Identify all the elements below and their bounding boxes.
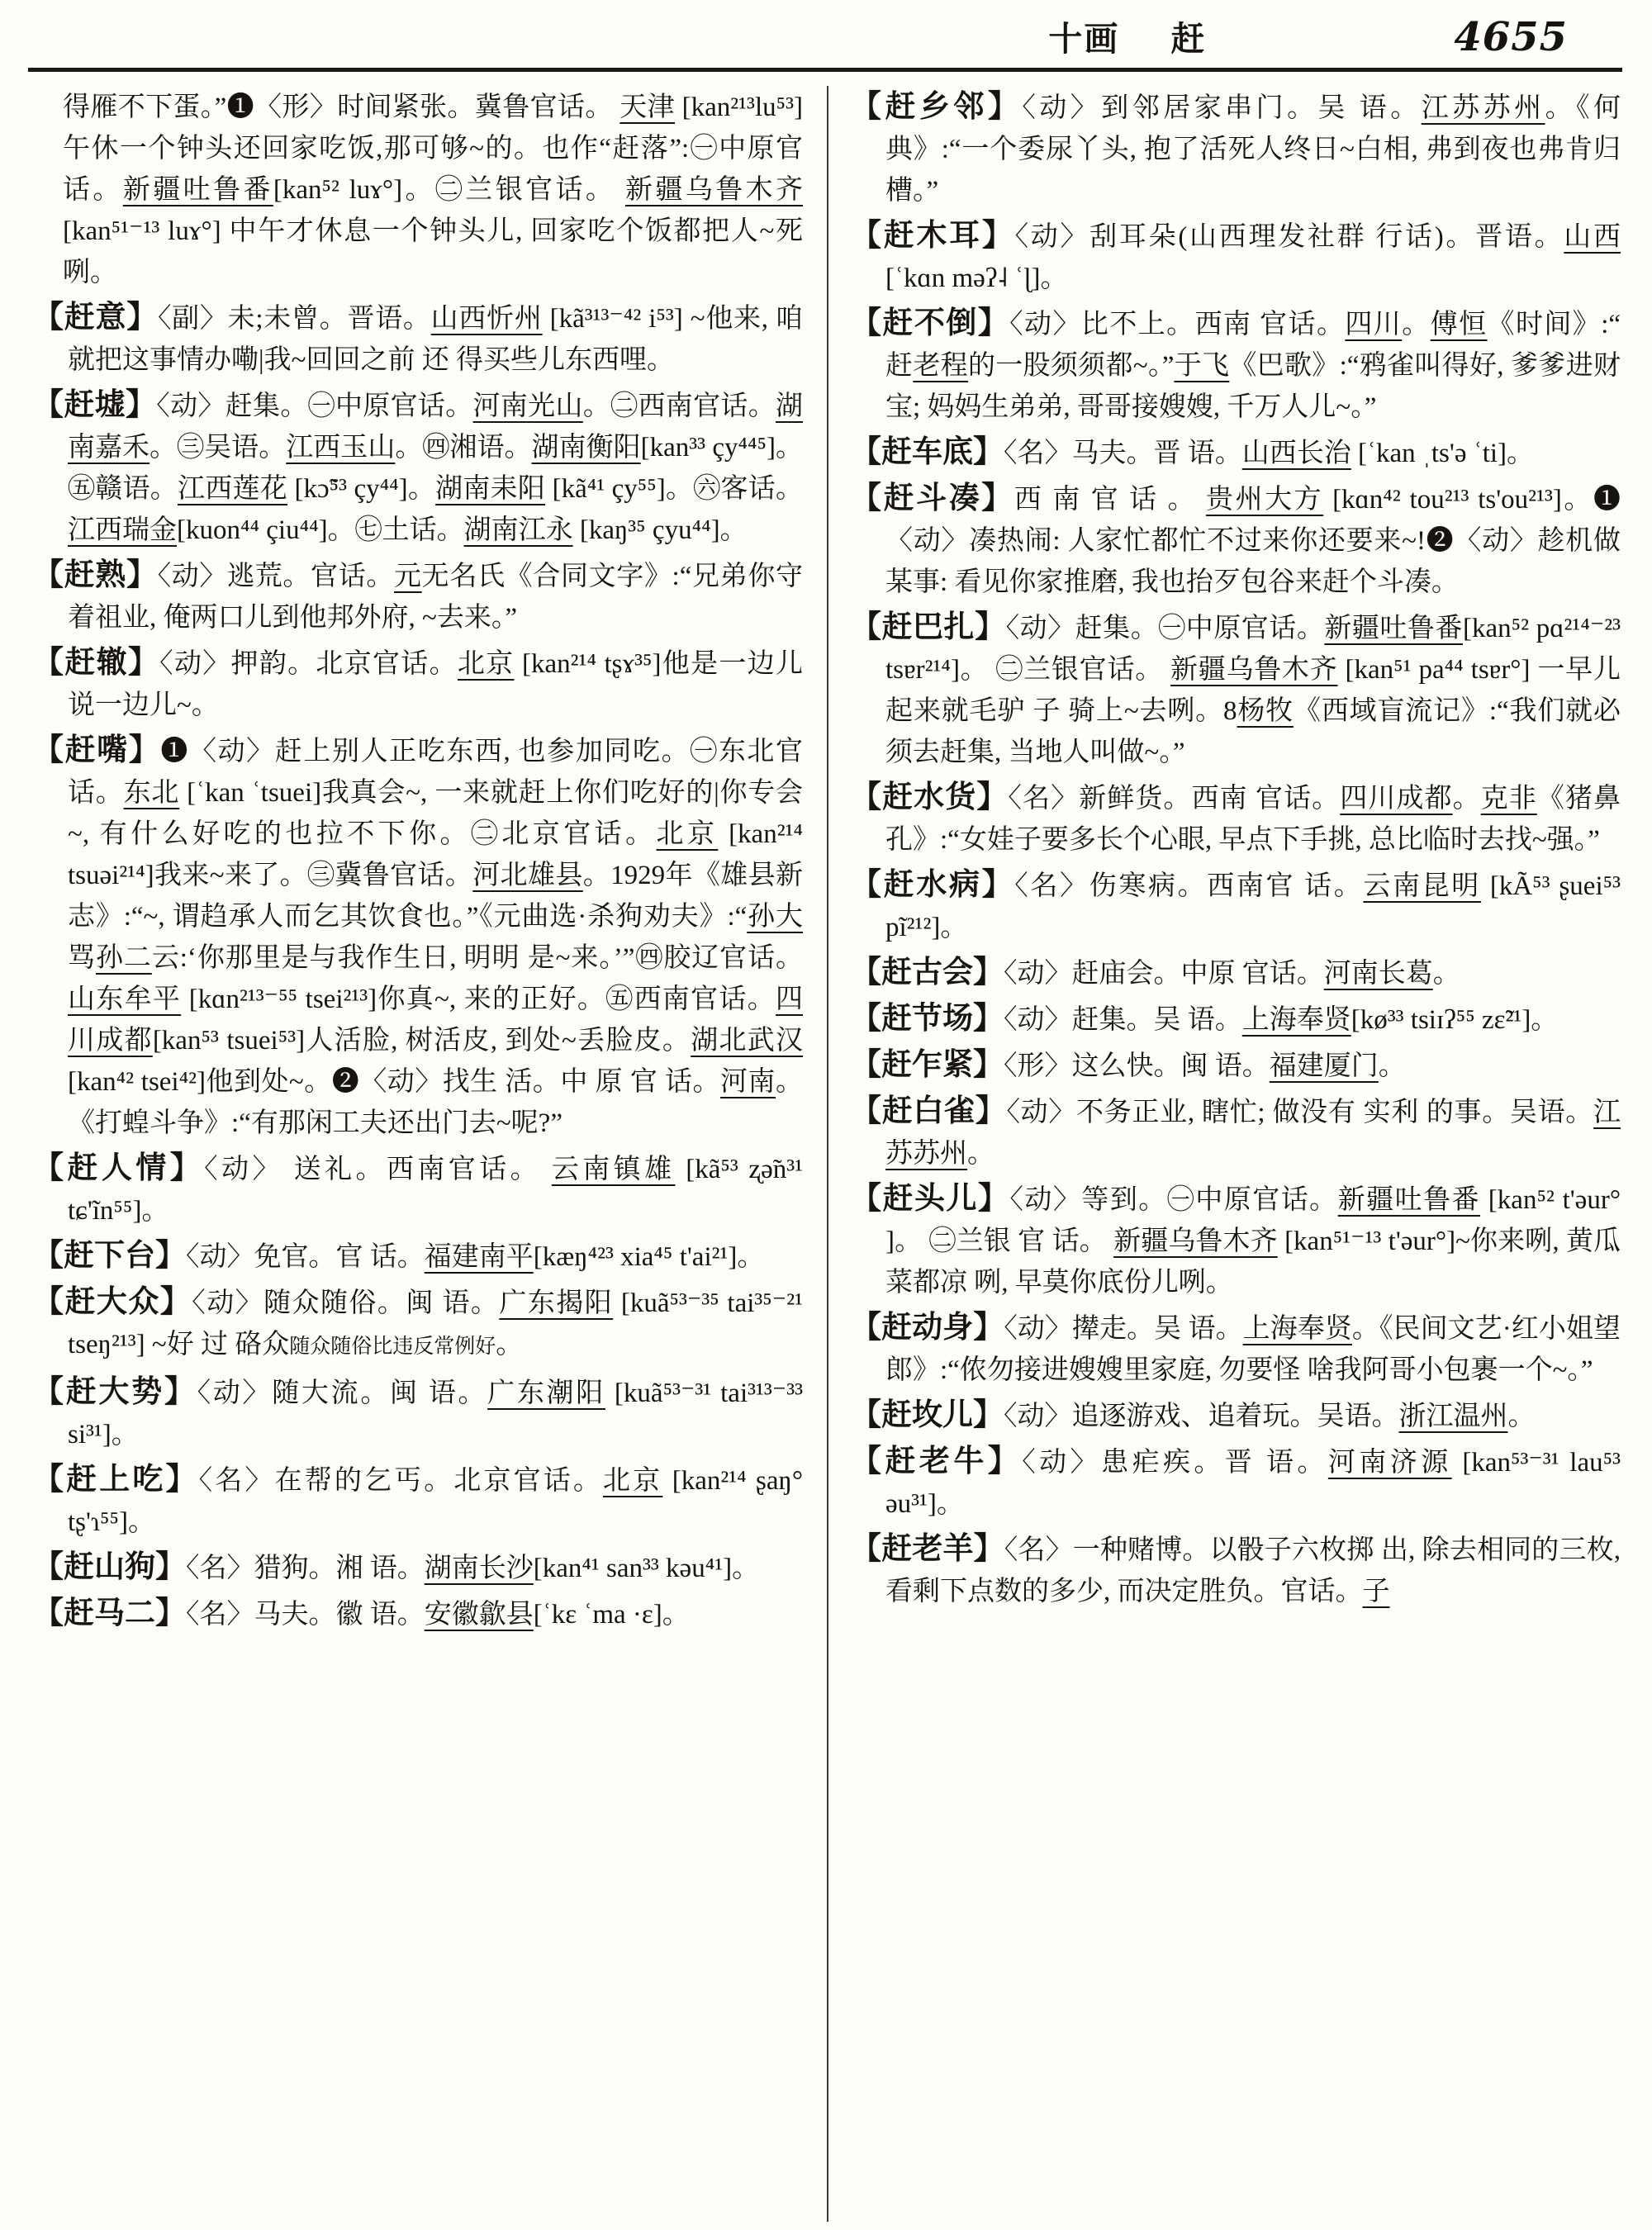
dictionary-entry — [851, 952, 1621, 994]
text-run: 的一股须须都~。” — [967, 351, 1175, 381]
proper-name-underlined: 新疆乌鲁木齐 — [1113, 1226, 1278, 1256]
dictionary-entry — [851, 1179, 1621, 1303]
text-run: 〈动〉随大流。闽 语。 — [197, 1378, 488, 1408]
text-run: [ʿkan ˌts'ə ʿti]。 — [1351, 439, 1535, 468]
proper-name-underlined: 杨牧 — [1237, 696, 1294, 726]
text-run: [kuã⁵³⁻³¹ tai³¹³⁻³³ si³¹]。 — [68, 1378, 803, 1450]
text-run: 〈动〉赶集。吴 语。 — [1004, 1005, 1242, 1035]
text-run: 〈动〉到邻居家串门。吴 语。 — [1022, 93, 1422, 123]
text-run: 〈动〉等到。㊀中原官话。 — [1009, 1185, 1338, 1215]
text-run: [kÃ⁵³ ʂuei⁵³ pĩ²¹²]。 — [885, 871, 1621, 942]
text-run: 。 — [496, 1330, 524, 1359]
proper-name-underlined: 福建南平 — [424, 1242, 534, 1272]
gloss-small-text: 随众随俗比违反常例好 — [289, 1336, 496, 1358]
dictionary-entry — [851, 1045, 1621, 1087]
text-run: 〈动〉随众随俗。闽 语。 — [192, 1288, 500, 1318]
proper-name-underlined: 克非 — [1480, 784, 1537, 814]
entry-headword: 【赶上吃】 — [33, 1463, 199, 1497]
page-number: 4655 — [1454, 14, 1568, 60]
proper-name-underlined: 安徽歙县 — [424, 1600, 534, 1630]
entry-headword: 【赶木耳】 — [851, 219, 1015, 253]
text-run: 〈名〉马夫。徽 语。 — [186, 1600, 425, 1630]
text-run: [kã³¹³⁻⁴² i⁵³] ~他来, 咱就把这事情办嘞|我~回回之前 还 得买些儿东西哩。 — [68, 304, 803, 375]
dictionary-entry — [33, 385, 803, 551]
text-run: [kan⁴² tsei⁴²]他到处~。❷〈动〉找生 活。中 原 官 话。 — [68, 1067, 721, 1097]
text-run: 。 — [1378, 1051, 1406, 1081]
proper-name-underlined: 天津 — [620, 93, 676, 122]
text-run: [kɑn⁴² tou²¹³ ts'ou²¹³]。❶〈动〉凑热闹: 人家忙都忙不过来你还要来~!❷〈动〉趁机做某事: 看见你家推磨, 我也抬歹包谷来赶个斗凑。 — [885, 485, 1621, 597]
text-run: 《巴歌》:“鸦雀叫得好, 爹爹进财宝; 妈妈生弟弟, 哥哥接嫂嫂, 千万人儿~。” — [885, 351, 1621, 422]
proper-name-underlined: 浙江温州 — [1398, 1402, 1508, 1431]
text-run: [kæŋ⁴²³ xia⁴⁵ t'ai²¹]。 — [533, 1242, 765, 1272]
text-run: [kaŋ³⁵ çyu⁴⁴]。 — [572, 515, 748, 545]
text-run: 。㊃湘语。 — [395, 433, 532, 463]
proper-name-underlined: 江西玉山 — [286, 433, 396, 463]
entry-headword: 【赶巴扎】 — [851, 610, 1006, 644]
text-run: 〈名〉马夫。晋 语。 — [1004, 439, 1242, 468]
text-run: 〈名〉一种赌博。以骰子六枚掷 出, 除去相同的三枚, 看剩下点数的多少, 而决定胜负。官话。 — [885, 1535, 1621, 1606]
text-run: [kan⁵³ tsuei⁵³]人活脸, 树活皮, 到处~丢脸皮。 — [152, 1026, 691, 1056]
dictionary-entry — [33, 555, 803, 638]
entry-headword: 【赶车底】 — [851, 435, 1004, 469]
text-run: 〈名〉伤寒病。西南官 话。 — [1014, 871, 1364, 901]
dictionary-entry — [33, 1593, 803, 1635]
proper-name-underlined: 山西长治 — [1241, 439, 1351, 468]
text-run: [kan⁵³⁻³¹ lau⁵³ əu³¹]。 — [885, 1448, 1621, 1519]
text-run: 〈动〉逃荒。官话。 — [157, 562, 395, 591]
dictionary-entry — [851, 1395, 1621, 1437]
proper-name-underlined: 傅恒 — [1430, 310, 1488, 339]
proper-name-underlined: 江苏苏州 — [1421, 93, 1545, 123]
proper-name-underlined: 山西 — [1564, 222, 1621, 252]
dictionary-entry — [851, 1091, 1621, 1174]
proper-name-underlined: 四川成都 — [68, 985, 803, 1056]
entry-headword: 【赶人情】 — [33, 1151, 205, 1185]
dictionary-entry — [851, 865, 1621, 948]
text-run: 〈动〉患疟疾。晋 语。 — [1022, 1448, 1328, 1478]
dictionary-entry — [33, 1148, 803, 1231]
proper-name-underlined: 湖南长沙 — [424, 1554, 534, 1583]
proper-name-underlined: 元 — [394, 562, 422, 591]
proper-name-underlined: 北京 — [457, 649, 515, 679]
entry-headword: 【赶白雀】 — [851, 1094, 1007, 1128]
proper-name-underlined: 广东揭阳 — [499, 1288, 614, 1318]
proper-name-underlined: 子 — [1362, 1577, 1390, 1606]
text-run: 《猪鼻孔》:“女娃子要多长个心眼, 早点下手挑, 总比临时去找~强。” — [885, 784, 1621, 855]
text-run: 〈动〉不务正业, 瞎忙; 做没有 实利 的事。吴语。 — [1006, 1098, 1594, 1127]
text-run: 〈动〉赶集。㊀中原官话。 — [1005, 614, 1325, 643]
proper-name-underlined: 云南镇雄 — [551, 1155, 676, 1184]
text-run: [kø³³ tsiɪʔ⁵⁵ zɛ̃²¹]。 — [1351, 1005, 1559, 1035]
proper-name-underlined: 湖南嘉禾 — [68, 391, 803, 463]
proper-name-underlined: 云南昆明 — [1363, 871, 1481, 901]
entry-headword: 【赶斗凑】 — [851, 482, 1014, 515]
text-run: 〈动〉赶庙会。中原 官话。 — [1004, 959, 1324, 989]
dictionary-entry — [851, 777, 1621, 861]
entry-headword: 【赶辙】 — [33, 646, 160, 680]
text-run: [kan⁴¹ san³³ kəu⁴¹]。 — [533, 1554, 760, 1583]
proper-name-underlined: 新疆吐鲁番 — [1324, 614, 1463, 643]
text-run: [kan⁵¹⁻¹³ t'əur°]~你来咧, 黄瓜菜都凉 咧, 早莫你底份儿咧。 — [885, 1226, 1621, 1298]
dictionary-entry — [851, 1441, 1621, 1525]
entry-headword: 【赶熟】 — [33, 558, 158, 592]
dictionary-entry — [33, 730, 803, 1144]
text-run: [kan⁵² t'əur° ]。 ㊁兰银 官 话。 — [885, 1185, 1621, 1256]
entry-headword: 【赶意】 — [33, 301, 158, 334]
entry-headword: 【赶乡邻】 — [851, 90, 1023, 124]
text-run: [kan²¹⁴ ʂaŋ° tʂ'ɿ⁵⁵]。 — [68, 1466, 803, 1537]
dictionary-entry — [851, 303, 1621, 428]
entry-headword: 【赶水货】 — [851, 780, 1009, 814]
dictionary-entry — [851, 87, 1621, 211]
dictionary-entry — [851, 1529, 1621, 1612]
text-run: [kan²¹⁴ tʂɤ³⁵]他是一边儿说一边儿~。 — [68, 649, 803, 720]
text-run: 《西域盲流记》:“我们就必须去赶集, 当地人叫做~。” — [885, 696, 1621, 767]
text-run: [kã⁵³ ʐə̃n³¹ tɕ'ĩn⁵⁵]。 — [68, 1155, 803, 1226]
proper-name-underlined: 新疆乌鲁木齐 — [1170, 655, 1338, 685]
entry-headword: 【赶古会】 — [851, 956, 1004, 989]
proper-name-underlined: 河南 — [720, 1067, 776, 1097]
proper-name-underlined: 上海奉贤 — [1242, 1314, 1352, 1344]
column-divider — [827, 86, 828, 2222]
entry-headword: 【赶下台】 — [33, 1239, 186, 1273]
text-run: 。 — [1432, 959, 1460, 989]
entry-headword: 【赶动身】 — [851, 1311, 1004, 1345]
proper-name-underlined: 于飞 — [1174, 351, 1230, 381]
proper-name-underlined: 四川 — [1345, 310, 1403, 339]
text-run: [kuã⁵³⁻³⁵ tai³⁵⁻²¹ tseŋ²¹³] ~好 过 硌众 — [68, 1288, 803, 1359]
proper-name-underlined: 上海奉贤 — [1241, 1005, 1351, 1035]
header-rule — [28, 68, 1622, 72]
text-run: [kan⁵¹⁻¹³ luɤ°] 中午才休息一个钟头儿, 回家吃个饭都把人~死咧。 — [63, 216, 803, 287]
proper-name-underlined: 新疆吐鲁番 — [122, 175, 273, 205]
text-run: [ʿkɑn məʔ˨ ʿɭ]。 — [885, 263, 1068, 293]
text-run: 〈动〉赶集。㊀中原官话。 — [156, 391, 473, 421]
dictionary-entry — [851, 999, 1621, 1041]
text-run: 〈名〉新鲜货。西南 官话。 — [1008, 784, 1341, 814]
text-run: 。㊁西南官话。 — [582, 391, 776, 421]
page-header — [33, 12, 1606, 61]
column-left — [33, 83, 803, 2223]
entry-headword: 【赶马二】 — [33, 1597, 186, 1630]
text-run: 。1929年《雄县新志》:“~, 谓趋承人而乞其饮食也。”《元曲选·杀狗劝夫》:“ — [68, 861, 803, 932]
dictionary-entry — [33, 1459, 803, 1543]
text-run: 。㊂吴语。 — [150, 433, 287, 463]
text-run: [kɔ̃⁵³ çy⁴⁴]。 — [287, 474, 436, 504]
entry-continuation — [33, 87, 803, 293]
entry-headword: 【赶墟】 — [33, 388, 157, 422]
text-run: 〈动〉追逐游戏、追着玩。吴语。 — [1004, 1402, 1399, 1431]
entry-headword: 【赶水病】 — [851, 868, 1015, 902]
entry-headword: 【赶坆儿】 — [851, 1398, 1004, 1432]
proper-name-underlined: 北京 — [603, 1466, 663, 1496]
text-run: 。《民间文艺·红小姐望郎》:“侬勿接进嫂嫂里家庭, 勿要怪 啥我阿哥小包裹一个~。” — [885, 1314, 1621, 1385]
text-run: 〈动〉押韵。北京官话。 — [159, 649, 458, 679]
radical-character-label: 赶 — [1170, 20, 1207, 58]
entry-headword: 【赶大势】 — [33, 1375, 197, 1409]
text-run: 。《何典》:“一个委尿丫头, 抱了活死人终日~白相, 弗到夜也弗肯归槽。” — [885, 93, 1621, 206]
dictionary-entry — [851, 1307, 1621, 1391]
text-run: 〈动〉比不上。西南 官话。 — [1009, 310, 1346, 339]
proper-name-underlined: 山西忻州 — [430, 304, 543, 334]
dictionary-entry — [33, 1236, 803, 1278]
text-run: [kan⁵² luɤ°]。㊁兰银官话。 — [273, 175, 625, 205]
text-run: ❶〈动〉赶上别人正吃东西, 也参加同吃。㊀东北官话。 — [68, 737, 803, 808]
dictionary-entry — [33, 297, 803, 381]
dictionary-entry — [33, 1372, 803, 1455]
proper-name-underlined: 四川成都 — [1340, 784, 1453, 814]
proper-name-underlined: 江西莲花 — [177, 474, 287, 504]
dictionary-entry — [33, 643, 803, 726]
proper-name-underlined: 江西瑞金 — [68, 515, 177, 545]
text-run: 〈形〉这么快。闽 语。 — [1004, 1051, 1270, 1081]
entry-headword: 【赶大众】 — [33, 1285, 192, 1319]
proper-name-underlined: 老程 — [913, 351, 968, 381]
text-run: [ʿkɛ ʿma ·ɛ]。 — [533, 1600, 690, 1630]
proper-name-underlined: 湖南江永 — [463, 515, 573, 545]
text-run: 得雁不下蛋。”❶〈形〉时间紧张。冀鲁官话。 — [63, 93, 620, 122]
entry-headword: 【赶老羊】 — [851, 1532, 1004, 1566]
entry-headword: 【赶山狗】 — [33, 1550, 186, 1584]
dictionary-entry — [851, 478, 1621, 603]
text-run: 西 南 官 话 。 — [1014, 485, 1206, 515]
text-run: 《时间》:“ 赶 — [885, 310, 1621, 381]
dictionary-entry — [33, 1282, 803, 1368]
text-run: 〈名〉猎狗。湘 语。 — [186, 1554, 425, 1583]
text-run: [kan³³ çy⁴⁴⁵]。㊄赣语。 — [68, 433, 803, 504]
dictionary-entry — [33, 1547, 803, 1589]
proper-name-underlined: 孙大 — [747, 902, 803, 932]
proper-name-underlined: 河南济源 — [1327, 1448, 1452, 1478]
dictionary-entry — [851, 216, 1621, 299]
proper-name-underlined: 湖南耒阳 — [435, 474, 546, 504]
text-run: 〈副〉未;未曾。晋语。 — [157, 304, 431, 334]
text-run: 骂 — [68, 943, 96, 973]
proper-name-underlined: 新疆乌鲁木齐 — [624, 175, 803, 205]
text-run: 。 — [1452, 784, 1481, 814]
entry-headword: 【赶头儿】 — [851, 1182, 1010, 1216]
proper-name-underlined: 湖南衡阳 — [531, 433, 641, 463]
proper-name-underlined: 孙二 — [95, 943, 152, 973]
column-right — [851, 83, 1621, 2223]
text-run: 〈动〉 送礼。西南官话。 — [204, 1155, 552, 1184]
text-run: 〈动〉撵走。吴 语。 — [1004, 1314, 1243, 1344]
section-label: 十画 — [1048, 20, 1120, 58]
proper-name-underlined: 广东潮阳 — [487, 1378, 605, 1408]
proper-name-underlined: 河南长葛 — [1323, 959, 1433, 989]
entry-headword: 【赶乍紧】 — [851, 1048, 1004, 1082]
text-run: 〈动〉免官。官 话。 — [186, 1242, 425, 1272]
entry-headword: 【赶不倒】 — [851, 306, 1010, 340]
proper-name-underlined: 河北雄县 — [472, 861, 583, 890]
text-run: 〈名〉在帮的乞丐。北京官话。 — [198, 1466, 604, 1496]
proper-name-underlined: 江苏苏州 — [885, 1098, 1621, 1169]
text-run: [kan²¹³lu⁵³]午休一个钟头还回家吃饭,那可够~的。也作“赶落”:㊀中原官话。 — [63, 93, 803, 205]
text-run: [kan⁵² pɑ²¹⁴⁻²³ tsɐr²¹⁴]。 ㊁兰银官话。 — [885, 614, 1621, 685]
proper-name-underlined: 贵州大方 — [1205, 485, 1324, 515]
proper-name-underlined: 福建厦门 — [1269, 1051, 1379, 1081]
text-run: [kuon⁴⁴ çiu⁴⁴]。㊆土话。 — [177, 515, 464, 545]
proper-name-underlined: 新疆吐鲁番 — [1337, 1185, 1481, 1215]
text-run: [kan²¹⁴ tsuəi²¹⁴]我来~来了。㊂冀鲁官话。 — [68, 819, 803, 890]
text-run: 。 — [967, 1139, 995, 1169]
text-run: 。 — [1402, 310, 1431, 339]
text-run: 〈动〉刮耳朵(山西理发社群 行话)。晋语。 — [1014, 222, 1564, 252]
text-run: 无名氏《合同文字》:“兄弟你守着祖业, 俺两口儿到他邦外府, ~去来。” — [68, 562, 803, 633]
proper-name-underlined: 山东牟平 — [68, 985, 182, 1014]
text-run: [kɑn²¹³⁻⁵⁵ tsei²¹³]你真~, 来的正好。㊄西南官话。 — [181, 985, 776, 1014]
text-run: [kã⁴¹ çy⁵⁵]。㊅客话。 — [545, 474, 803, 504]
proper-name-underlined: 北京 — [656, 819, 719, 849]
dictionary-entry — [851, 607, 1621, 773]
proper-name-underlined: 河南光山 — [472, 391, 583, 421]
proper-name-underlined: 湖北武汉 — [691, 1026, 803, 1056]
entry-headword: 【赶老牛】 — [851, 1445, 1023, 1478]
entry-headword: 【赶节场】 — [851, 1002, 1004, 1036]
text-run: 云:‘你那里是与我作生日, 明明 是~来。’”㊃胶辽官话。 — [151, 943, 803, 973]
text-run: [kan⁵¹ pa⁴⁴ tsɐr°] 一早儿起来就毛驴 子 骑上~去咧。8 — [885, 655, 1621, 726]
entry-headword: 【赶嘴】 — [33, 733, 161, 767]
text-run: [ʿkan ʿtsuei]我真会~, 一来就赶上你们吃好的|你专会~, 有什么好吃的也拉不下你。㊁北京官话。 — [68, 778, 803, 849]
text-run: 。《打蝗斗争》:“有那闲工夫还出门去~呢?” — [68, 1067, 803, 1138]
text-run: 。 — [1507, 1402, 1536, 1431]
dictionary-entry — [851, 432, 1621, 474]
proper-name-underlined: 东北 — [123, 778, 180, 808]
